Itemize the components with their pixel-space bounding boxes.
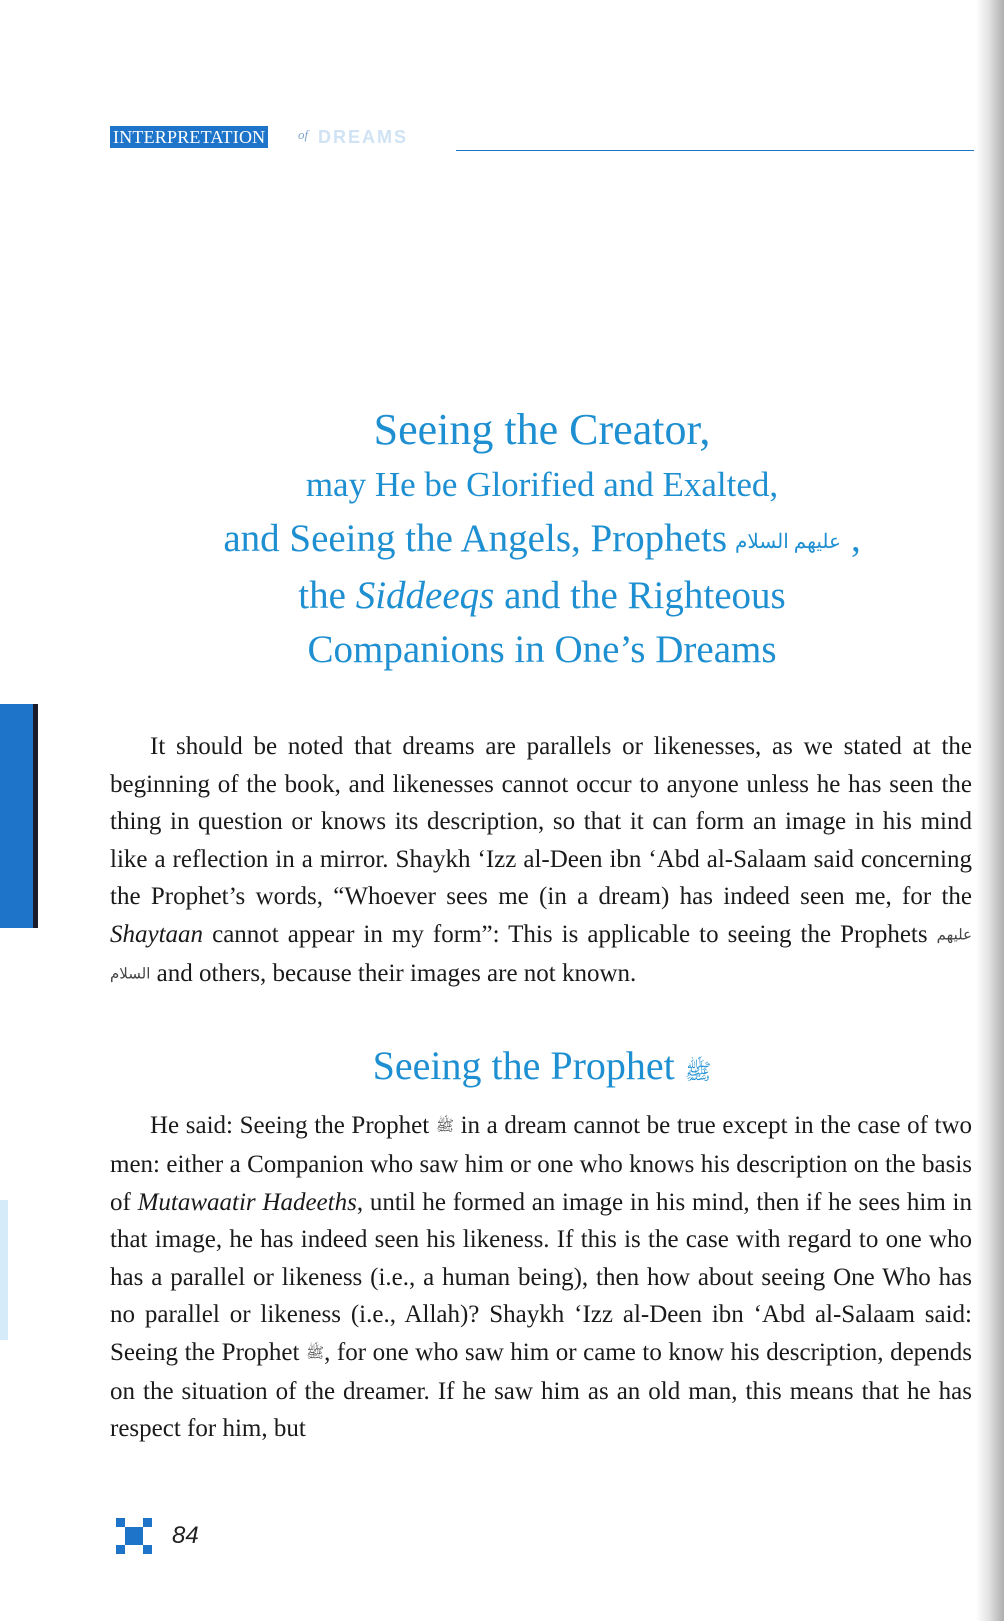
chapter-title [110,402,974,677]
chapter-title-line-5: Companions in One’s Dreams [307,628,777,672]
chapter-title-line-1: Seeing the Creator, [373,405,711,454]
paragraph-1-text-b: cannot appear in my form”: This is applicable to seeing the Prophets [212,920,928,948]
running-header-title: INTERPRETATION [110,126,268,148]
chapter-title-comma: , [850,517,861,560]
page-ornament-icon [116,1518,152,1554]
side-tab-faint [0,1200,8,1340]
honorific-glyph: عليهم السلام [110,927,973,983]
paragraph-2-text-a: He said: Seeing the Prophet [150,1112,430,1139]
section-heading-text: Seeing the Prophet [372,1043,675,1088]
paragraph-2-text-d: , for one who saw him or came to know his description, depends on the situation of the dreamer. If he saw him as an old man, this means that he has respect for him, but [110,1338,972,1443]
running-header [110,126,974,152]
paragraph-2-italic: Mutawaatir Hadeeths [137,1188,357,1216]
honorific-glyph: عليهم السلام [735,531,841,554]
paragraph-1-text-c: and others, because their images are not known. [156,959,637,987]
chapter-side-tab [0,704,38,928]
paragraph-1-italic: Shaytaan [110,920,204,948]
honorific-glyph: ﷺ [306,1345,325,1362]
header-rule [456,150,974,151]
chapter-title-line-4 [110,569,974,623]
paragraph-1 [110,728,972,994]
paragraph-2-text-c: , until he formed an image in his mind, then if he sees him in that image, he has indeed seen his likeness. If this is the case with regard to one who has a parallel or likeness (i.e., a human being), then how about seeing One Who has no parallel or likeness (i.e., Allah)? Shaykh ‘Izz al-Deen ibn ‘Abd al-Salaam said: Seeing the Prophet [110,1188,973,1366]
chapter-title-line-2: may He be Glorified and Exalted, [305,465,779,504]
page-footer [116,1518,316,1558]
section-heading [110,1040,974,1098]
chapter-title-line-4-pre: the [298,574,346,618]
chapter-title-line-4-post: and the Righteous [504,574,786,618]
paragraph-2-text-b: in a dream cannot be true except in the case of two men: either a Companion who saw him or one who knows his description on the basis of [110,1112,973,1216]
page-number: 84 [172,1522,199,1549]
scan-edge-shadow [976,0,1004,1621]
chapter-title-line-3 [110,512,974,569]
paragraph-1-text-a: It should be noted that dreams are parallels or likenesses, as we stated at the beginning of the book, and likenesses cannot occur to anyone unless he has seen the thing in question or knows its description, so that it can form an image in his mind like a reflection in a mirror. Shaykh ‘Izz al-Deen ibn ‘Abd al-Salaam said concerning the Prophet’s words, “Whoever sees me (in a dream) has indeed seen me, for the [110,733,972,910]
honorific-glyph: ﷺ [684,1059,712,1084]
chapter-title-line-3-text: and Seeing the Angels, Prophets [223,517,727,560]
paragraph-2 [110,1107,972,1448]
honorific-glyph: ﷺ [435,1118,454,1135]
running-header-word: DREAMS [318,127,409,147]
running-header-connector: of [298,127,309,142]
chapter-title-line-4-italic: Siddeeqs [355,574,495,618]
